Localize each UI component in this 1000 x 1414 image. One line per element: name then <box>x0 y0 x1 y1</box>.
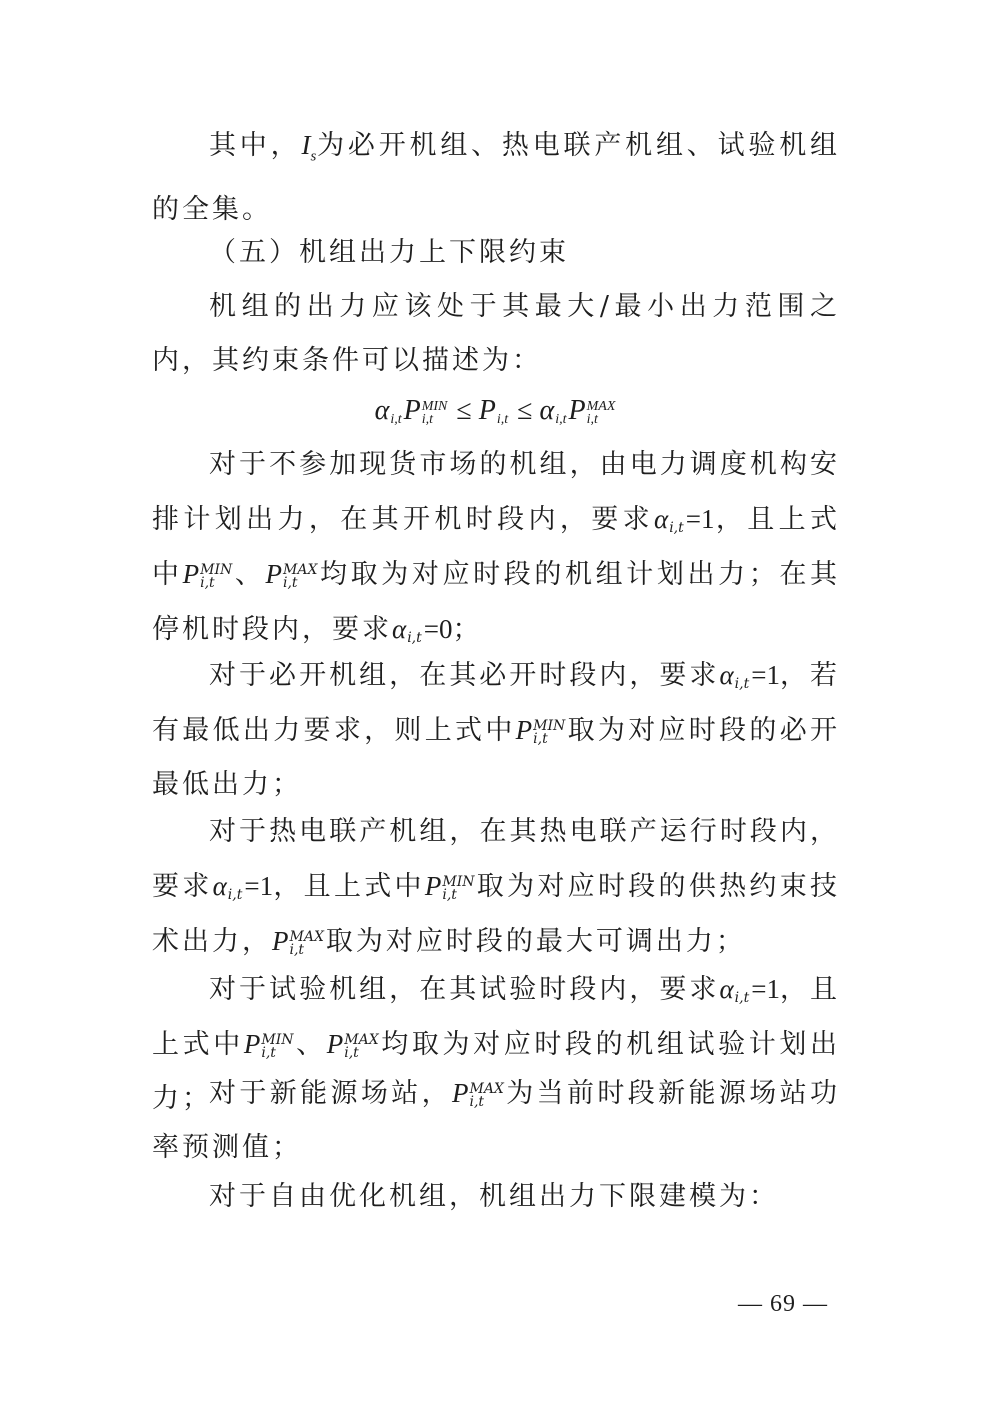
paragraph-unit-set <box>152 118 840 237</box>
equation-output-bounds: α i,t P MIN i,t ≤ P i,t ≤ α i,t P MAX i,t <box>374 395 616 427</box>
paragraph-test-units: 对于试验机组，在其试验时段内，要求α i,t =1，且上式中P MIN i,t 、P MAX i,t 均取为对应时段的机组试验计划出力； <box>152 974 841 1114</box>
paragraph-free-optimization: 对于自由优化机组，机组出力下限建模为： <box>209 1181 779 1212</box>
paragraph-renewable-stations: 对于新能源场站，P MAX i,t 为当前时段新能源场站功率预测值； <box>152 1078 841 1163</box>
text-run: 为必开机组、热电联产机组、试验机组的全集。 <box>152 130 841 226</box>
math-I-s: $I_s$ <box>301 130 317 165</box>
paragraph-must-run-units: 对于必开机组，在其必开时段内，要求α i,t =1，若有最低出力要求，则上式中P MIN i,t 取为对应时段的必开最低出力； <box>152 660 841 800</box>
text-run: 其中， <box>209 130 302 161</box>
paragraph-chp-units: 对于热电联产机组，在其热电联产运行时段内，要求α i,t =1，且上式中P MIN i,t 取为对应时段的供热约束技术出力，P MAX i,t 取为对应时段的最大可调出力； <box>152 816 841 958</box>
page-number: — 69 — <box>738 1291 828 1317</box>
paragraph-non-market-units: 对于不参加现货市场的机组，由电力调度机构安排计划出力，在其开机时段内，要求α i,t =1，且上式中P MIN i,t 、P MAX i,t 均取为对应时段的机组计划出力；在其停机时段内，要求α i,t =0； <box>152 449 841 646</box>
section-heading: （五）机组出力上下限约束 <box>209 237 569 268</box>
paragraph-constraint-intro: 机组的出力应该处于其最大/最小出力范围之内，其约束条件可以描述为： <box>152 291 840 376</box>
